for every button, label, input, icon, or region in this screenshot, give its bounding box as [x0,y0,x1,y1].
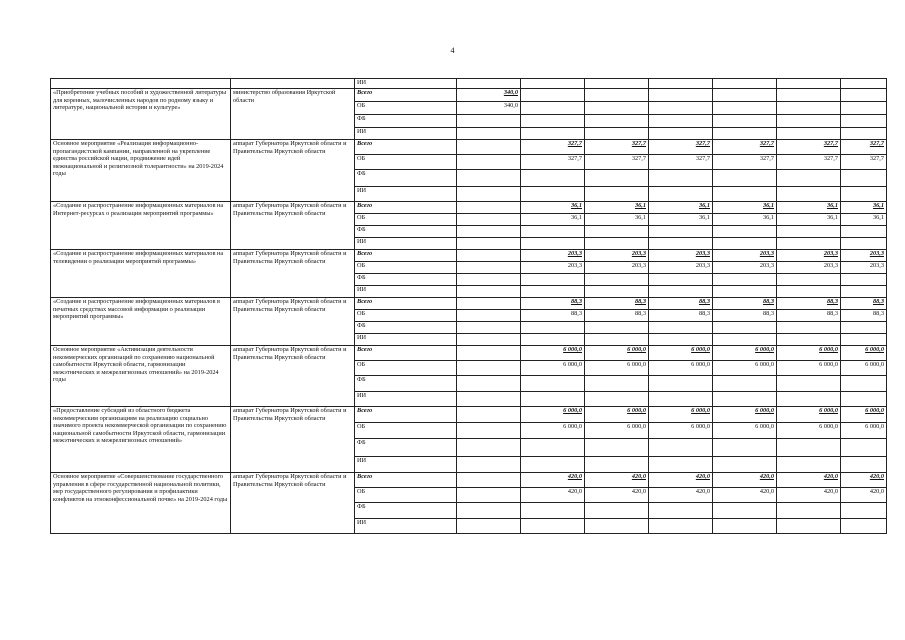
table-row [51,79,887,89]
value-cell [521,519,585,534]
value-cell: 36,1 [713,202,777,214]
source-label: Всего [355,407,457,423]
value-cell: 88,3 [521,298,585,310]
value-cell [713,115,777,128]
value-cell: 340,0 [457,89,521,102]
value-cell [457,519,521,534]
value-cell [841,238,887,250]
value-cell [521,115,585,128]
value-cell: 6 000,0 [521,407,585,423]
value-cell [713,128,777,140]
value-cell [457,140,521,155]
value-cell: 6 000,0 [585,407,649,423]
value-cell [457,187,521,202]
value-cell: 6 000,0 [777,423,841,439]
source-label: ИИ [355,238,457,250]
value-cell: 6 000,0 [585,346,649,361]
value-cell: 6 000,0 [649,346,713,361]
activity-name: Основное мероприятие «Совершенствование государственного управления в сфере государственной национальной политики, мер государственного регулирования и профилактики конфликтов на этноконфессиональной почве» на 2019-2024 годы [51,473,231,534]
value-cell [457,439,521,457]
value-cell [457,262,521,274]
source-label: ФБ [355,274,457,286]
value-cell [777,89,841,102]
value-cell [777,392,841,407]
value-cell [649,286,713,298]
source-label: Всего [355,202,457,214]
source-label: ОБ [355,262,457,274]
value-cell [841,115,887,128]
value-cell [457,238,521,250]
value-cell [649,376,713,392]
value-cell [841,102,887,115]
value-cell: 203,3 [777,262,841,274]
value-cell: 88,3 [521,310,585,322]
table-row [51,298,887,310]
value-cell [521,286,585,298]
table-row [51,250,887,262]
value-cell: 6 000,0 [713,361,777,376]
value-cell [649,392,713,407]
value-cell: 420,0 [713,473,777,488]
executor: аппарат Губернатора Иркутской области и Правительства Иркутской области [231,298,355,346]
value-cell: 420,0 [713,488,777,503]
value-cell [777,334,841,346]
executor: министерство образования Иркутской области [231,89,355,140]
value-cell [521,226,585,238]
value-cell [777,286,841,298]
value-cell: 327,7 [713,140,777,155]
activity-name: Основное мероприятие «Реализация информационно-пропагандистской кампании, направленной на укрепление единства российской нации, продвижение идей межнациональной и религиозной толерантности» на 2019-2024 годы [51,140,231,202]
value-cell [841,170,887,187]
source-label: ФБ [355,226,457,238]
source-label: Всего [355,250,457,262]
value-cell [649,457,713,473]
value-cell: 88,3 [841,298,887,310]
value-cell [777,115,841,128]
value-cell [713,286,777,298]
value-cell [457,226,521,238]
value-cell [649,238,713,250]
source-label: ФБ [355,115,457,128]
value-cell [457,376,521,392]
value-cell: 88,3 [649,310,713,322]
value-cell: 327,7 [521,140,585,155]
activity-name: «Создание и распространение информационных материалов в печатных средствах массовой информации о реализации мероприятий программы» [51,298,231,346]
value-cell [713,334,777,346]
value-cell [521,322,585,334]
table-row [51,89,887,102]
value-cell [777,238,841,250]
value-cell [457,274,521,286]
source-label: ИИ [355,519,457,534]
value-cell: 36,1 [649,202,713,214]
source-label: ИИ [355,392,457,407]
value-cell [585,376,649,392]
value-cell: 203,3 [713,262,777,274]
value-cell [457,423,521,439]
source-label: ОБ [355,102,457,115]
value-cell [521,170,585,187]
value-cell [713,102,777,115]
value-cell: 327,7 [521,155,585,170]
value-cell [585,115,649,128]
value-cell [457,503,521,519]
source-label: ФБ [355,322,457,334]
activity-name: «Предоставление субсидий из областного бюджета некоммерческим организациям на реализацию социально значимого проекта некоммерческой организации по сохранению национальной самобытности Иркутской области, гармонизации межэтнических и межрелигиозных отношений» [51,407,231,473]
value-cell: 88,3 [713,298,777,310]
value-cell [777,128,841,140]
executor: аппарат Губернатора Иркутской области и Правительства Иркутской области [231,140,355,202]
value-cell [713,519,777,534]
value-cell [457,361,521,376]
value-cell [649,439,713,457]
value-cell: 6 000,0 [841,361,887,376]
value-cell [585,334,649,346]
value-cell: 203,3 [841,262,887,274]
value-cell [585,102,649,115]
value-cell: 6 000,0 [841,346,887,361]
executor: аппарат Губернатора Иркутской области и Правительства Иркутской области [231,346,355,407]
value-cell [585,457,649,473]
source-label: ИИ [355,128,457,140]
value-cell: 36,1 [777,214,841,226]
page-number: 4 [450,46,455,55]
value-cell [777,187,841,202]
value-cell: 6 000,0 [649,361,713,376]
value-cell [777,376,841,392]
value-cell: 420,0 [649,473,713,488]
activity-name: «Создание и распространение информационных материалов на телевидении о реализации мероприятий программы» [51,250,231,298]
value-cell: 88,3 [777,298,841,310]
source-label: ОБ [355,310,457,322]
value-cell: 420,0 [521,488,585,503]
value-cell [585,226,649,238]
value-cell: 327,7 [649,155,713,170]
value-cell [777,102,841,115]
value-cell: 420,0 [585,488,649,503]
value-cell [841,187,887,202]
activity-name: «Создание и распространение информационных материалов на Интернет-ресурсах о реализации мероприятий программы» [51,202,231,250]
value-cell: 203,3 [713,250,777,262]
value-cell [649,503,713,519]
value-cell [457,310,521,322]
value-cell [457,346,521,361]
value-cell: 420,0 [777,473,841,488]
value-cell [841,334,887,346]
value-cell: 36,1 [713,214,777,226]
value-cell: 6 000,0 [521,346,585,361]
value-cell [713,89,777,102]
value-cell: 6 000,0 [521,361,585,376]
value-cell: 203,3 [649,262,713,274]
value-cell [649,187,713,202]
source-label: ФБ [355,503,457,519]
value-cell [841,286,887,298]
value-cell [777,519,841,534]
value-cell: 6 000,0 [841,407,887,423]
source-label: Всего [355,473,457,488]
value-cell [777,439,841,457]
value-cell: 420,0 [841,488,887,503]
value-cell: 6 000,0 [521,423,585,439]
value-cell [457,322,521,334]
value-cell [457,214,521,226]
value-cell: 203,3 [585,262,649,274]
value-cell: 88,3 [713,310,777,322]
value-cell [585,89,649,102]
value-cell [713,503,777,519]
table-row [51,407,887,423]
executor: аппарат Губернатора Иркутской области и Правительства Иркутской области [231,250,355,298]
value-cell [649,115,713,128]
value-cell: 327,7 [777,155,841,170]
value-cell [521,457,585,473]
value-cell: 36,1 [521,202,585,214]
value-cell [713,187,777,202]
value-cell [585,286,649,298]
value-cell [457,457,521,473]
activity-name: Основное мероприятие «Активизация деятельности некоммерческих организаций по сохранению национальной самобытности Иркутской области, гармонизации межэтнических и межрелигиозных отношений» на 2019-2024 годы [51,346,231,407]
value-cell: 36,1 [585,214,649,226]
value-cell [777,274,841,286]
value-cell: 6 000,0 [713,346,777,361]
value-cell [713,170,777,187]
value-cell [585,274,649,286]
activity-name: «Приобретение учебных пособий и художественной литературы для коренных, малочисленных народов по родному языку и литературе, национальной истории и культуре» [51,89,231,140]
value-cell: 36,1 [649,214,713,226]
value-cell: 420,0 [841,473,887,488]
value-cell [521,187,585,202]
value-cell [521,439,585,457]
value-cell [457,334,521,346]
value-cell: 36,1 [585,202,649,214]
value-cell [841,274,887,286]
value-cell [713,226,777,238]
value-cell [841,128,887,140]
value-cell [585,238,649,250]
value-cell: 203,3 [649,250,713,262]
value-cell [585,322,649,334]
table-row [51,140,887,155]
source-label: ОБ [355,214,457,226]
value-cell: 88,3 [585,310,649,322]
source-label: ОБ [355,361,457,376]
value-cell [713,274,777,286]
value-cell: 6 000,0 [713,423,777,439]
value-cell [841,226,887,238]
value-cell: 6 000,0 [777,361,841,376]
value-cell [585,503,649,519]
value-cell [713,392,777,407]
value-cell: 6 000,0 [841,423,887,439]
value-cell [585,439,649,457]
source-label: ИИ [355,286,457,298]
source-label: Всего [355,346,457,361]
value-cell [457,128,521,140]
value-cell: 6 000,0 [777,407,841,423]
value-cell [457,286,521,298]
value-cell [457,392,521,407]
value-cell [841,519,887,534]
value-cell [521,334,585,346]
value-cell [649,170,713,187]
value-cell: 6 000,0 [649,407,713,423]
value-cell: 36,1 [777,202,841,214]
value-cell [841,322,887,334]
executor: аппарат Губернатора Иркутской области и Правительства Иркутской области [231,202,355,250]
value-cell [457,115,521,128]
value-cell [521,376,585,392]
value-cell: 6 000,0 [585,361,649,376]
value-cell: 203,3 [585,250,649,262]
value-cell [521,503,585,519]
value-cell: 327,7 [841,140,887,155]
value-cell: 6 000,0 [777,346,841,361]
source-label: ОБ [355,488,457,503]
value-cell [457,407,521,423]
value-cell: 327,7 [649,140,713,155]
value-cell [521,238,585,250]
value-cell [521,274,585,286]
value-cell: 36,1 [841,214,887,226]
source-label: Всего [355,89,457,102]
value-cell: 6 000,0 [649,423,713,439]
value-cell [777,322,841,334]
value-cell [649,128,713,140]
value-cell [713,457,777,473]
value-cell [521,392,585,407]
source-label: ИИ [355,457,457,473]
table-row [51,473,887,488]
value-cell [585,128,649,140]
value-cell: 88,3 [649,298,713,310]
value-cell: 340,0 [457,102,521,115]
source-label: Всего [355,140,457,155]
value-cell [777,226,841,238]
value-cell: 420,0 [585,473,649,488]
value-cell [457,473,521,488]
value-cell [585,170,649,187]
value-cell [841,457,887,473]
source-label: ОБ [355,155,457,170]
value-cell [841,376,887,392]
value-cell [649,334,713,346]
value-cell: 420,0 [521,473,585,488]
value-cell [457,250,521,262]
value-cell: 36,1 [841,202,887,214]
value-cell: 327,7 [713,155,777,170]
value-cell: 327,7 [777,140,841,155]
value-cell [841,439,887,457]
executor: аппарат Губернатора Иркутской области и Правительства Иркутской области [231,407,355,473]
value-cell [649,89,713,102]
value-cell [841,89,887,102]
value-cell: 6 000,0 [713,407,777,423]
source-label: ФБ [355,439,457,457]
source-label: Всего [355,298,457,310]
value-cell [457,155,521,170]
executor: аппарат Губернатора Иркутской области и Правительства Иркутской области [231,473,355,534]
value-cell: 420,0 [777,488,841,503]
value-cell [713,439,777,457]
value-cell [649,322,713,334]
source-label: ИИ [355,79,457,89]
value-cell: 420,0 [649,488,713,503]
value-cell [777,170,841,187]
source-label: ОБ [355,423,457,439]
value-cell [457,488,521,503]
value-cell [649,226,713,238]
value-cell [521,128,585,140]
value-cell [585,519,649,534]
value-cell: 88,3 [841,310,887,322]
value-cell [841,392,887,407]
value-cell: 203,3 [777,250,841,262]
value-cell [521,102,585,115]
budget-table [50,78,887,534]
table-row [51,202,887,214]
value-cell: 6 000,0 [585,423,649,439]
value-cell: 203,3 [521,250,585,262]
value-cell: 36,1 [521,214,585,226]
value-cell: 327,7 [585,140,649,155]
value-cell: 88,3 [777,310,841,322]
value-cell [457,298,521,310]
value-cell [713,322,777,334]
table-row [51,346,887,361]
value-cell [649,102,713,115]
source-label: ИИ [355,187,457,202]
value-cell: 203,3 [521,262,585,274]
value-cell [649,519,713,534]
source-label: ИИ [355,334,457,346]
value-cell [585,392,649,407]
value-cell [777,457,841,473]
value-cell [585,187,649,202]
value-cell [713,376,777,392]
value-cell [521,89,585,102]
source-label: ФБ [355,170,457,187]
value-cell [777,503,841,519]
value-cell [649,274,713,286]
value-cell [841,503,887,519]
value-cell: 88,3 [585,298,649,310]
value-cell [713,238,777,250]
value-cell: 203,3 [841,250,887,262]
value-cell: 327,7 [841,155,887,170]
value-cell [457,170,521,187]
source-label: ФБ [355,376,457,392]
value-cell: 327,7 [585,155,649,170]
value-cell [457,202,521,214]
